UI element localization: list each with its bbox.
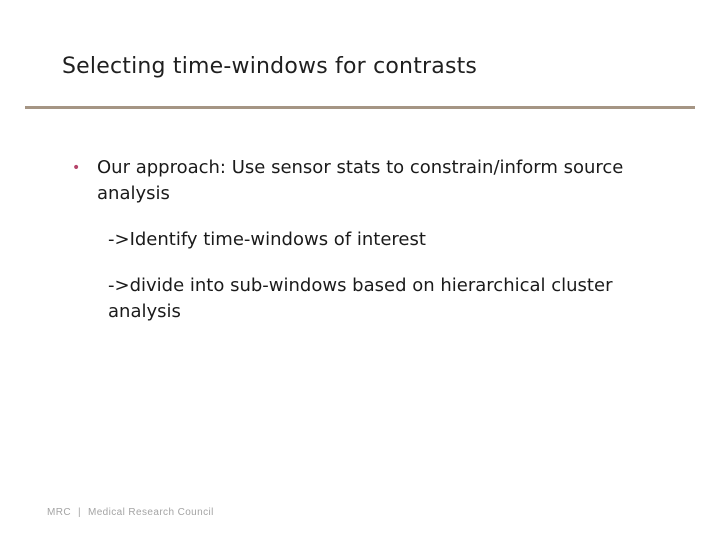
footer-logo xyxy=(47,507,214,518)
bullet-text: Our approach: Use sensor stats to constrain/inform source analysis xyxy=(97,157,624,204)
sub-point-divide xyxy=(108,273,668,325)
logo-abbrev: MRC xyxy=(47,507,71,518)
sub-point-identify: ->Identify time-windows of interest xyxy=(108,229,426,250)
bullet-item xyxy=(72,155,662,207)
logo-name: Medical Research Council xyxy=(87,507,214,518)
sub-point-divide-text: ->divide into sub-windows based on hierarchical cluster analysis xyxy=(108,275,613,322)
slide-title: Selecting time-windows for contrasts xyxy=(62,54,478,79)
logo-separator: | xyxy=(77,507,81,518)
title-divider xyxy=(25,106,695,109)
bullet-marker: • xyxy=(72,160,81,176)
